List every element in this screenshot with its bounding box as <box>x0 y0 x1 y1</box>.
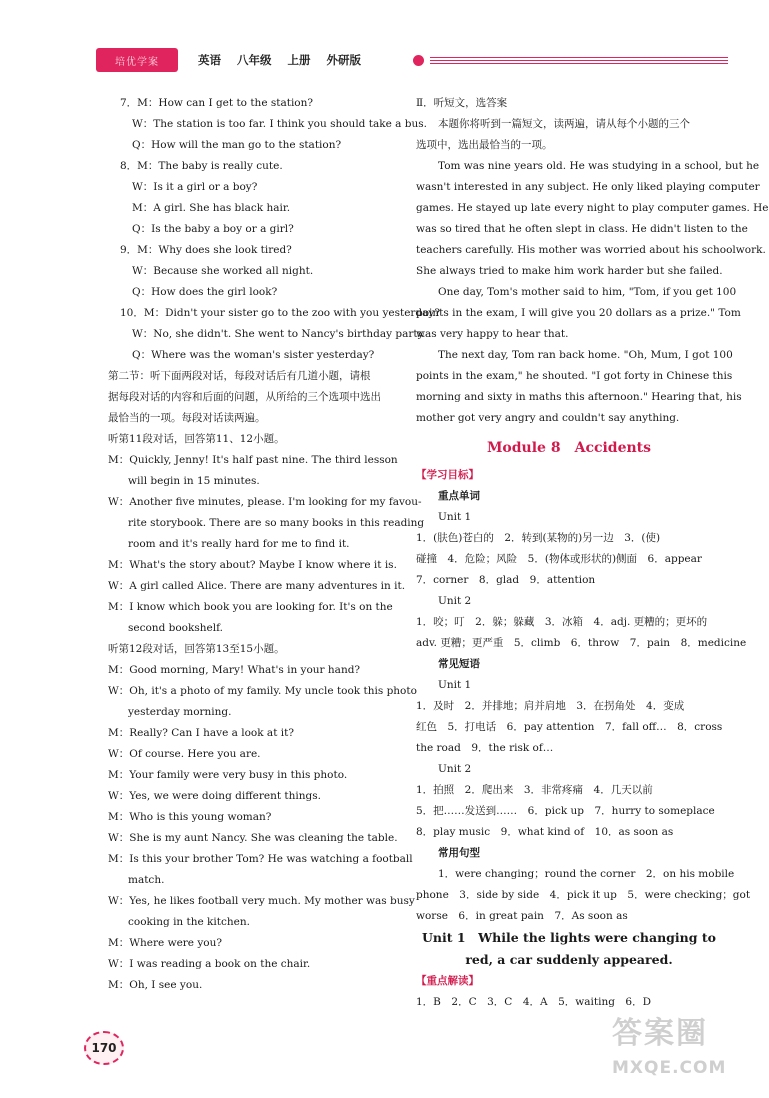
text-line: match. <box>128 874 165 886</box>
text-line: cooking in the kitchen. <box>128 916 250 928</box>
text-line: 7．M：How can I get to the station? <box>120 97 314 109</box>
text-line: M：Good morning, Mary! What's in your hand? <box>108 664 361 676</box>
text-line: W：Is it a girl or a boy? <box>132 181 258 193</box>
text-line: 常用句型 <box>438 847 480 859</box>
text-line: 7．corner 8．glad 9．attention <box>416 574 596 586</box>
text-line: W：No, she didn't. She went to Nancy's birthday party. <box>132 328 426 340</box>
text-line: M：Quickly, Jenny! It's half past nine. The third lesson <box>108 454 398 466</box>
page-number: 170 <box>84 1031 124 1065</box>
text-line: was very happy to hear that. <box>416 328 569 340</box>
text-line: 常见短语 <box>438 658 480 670</box>
text-line: M：Your family were very busy in this photo. <box>108 769 348 781</box>
text-line: morning and sixty in maths this afternoon." Hearing that, his <box>416 391 742 403</box>
learning-objectives <box>416 465 751 927</box>
text-line: Tom was nine years old. He was studying in a school, but he <box>438 160 760 172</box>
page-header <box>88 48 728 74</box>
text-line: Unit 2 <box>438 595 472 607</box>
text-line: second bookshelf. <box>128 622 223 634</box>
text-line: Q：How does the girl look? <box>132 286 278 298</box>
text-line: W：Of course. Here you are. <box>108 748 261 760</box>
text-line: W：Yes, we were doing different things. <box>108 790 321 802</box>
text-line: 1．拍照 2．爬出来 3．非常疼痛 4．几天以前 <box>416 784 653 796</box>
text-line: 5．把……发送到…… 6．pick up 7．hurry to someplace <box>416 805 715 817</box>
text-line: The next day, Tom ran back home. "Oh, Mum, I got 100 <box>438 349 733 361</box>
module-title: Module 8 Accidents <box>486 440 652 456</box>
header-dot-icon <box>413 55 424 66</box>
text-line: worse 6．in great pain 7．As soon as <box>416 910 628 922</box>
text-line: 1．(肤色)苍白的 2．转到(某物的)另一边 3．(使) <box>416 532 661 544</box>
text-line: Unit 2 <box>438 763 472 775</box>
text-line: the road 9．the risk of… <box>416 742 554 754</box>
text-line: M：Where were you? <box>108 937 223 949</box>
text-line: 1．咬；叮 2．躲；躲藏 3．冰箱 4．adj. 更糟的；更坏的 <box>416 616 708 628</box>
text-line: 第二节：听下面两段对话，每段对话后有几道小题，请根 <box>108 370 371 382</box>
text-line: W：I was reading a book on the chair. <box>108 958 311 970</box>
volume-label: 上册 <box>287 53 311 67</box>
text-line: W：Because she worked all night. <box>132 265 314 277</box>
text-line: 听第12段对话，回答第13至15小题。 <box>108 643 285 655</box>
text-line: 8．M：The baby is really cute. <box>120 160 283 172</box>
header-rule <box>430 57 728 58</box>
watermark-logo <box>612 1014 744 1092</box>
text-line: Q：How will the man go to the station? <box>132 139 342 151</box>
grade-label: 八年级 <box>237 53 272 67</box>
text-line: 【学习目标】 <box>416 469 479 481</box>
text-line: 最恰当的一项。每段对话读两遍。 <box>108 412 266 424</box>
text-line: 8．play music 9．what kind of 10．as soon as <box>416 826 674 838</box>
text-line: was so tired that he often slept in class. He didn't listen to the <box>416 223 748 235</box>
text-line: adv. 更糟；更严重 5．climb 6．throw 7．pain 8．medicine <box>416 637 747 649</box>
text-line: 1．及时 2．并排地；肩并肩地 3．在拐角处 4．变成 <box>416 700 685 712</box>
watermark-text: 答案圈 <box>612 1016 708 1051</box>
text-line: Q：Where was the woman's sister yesterday? <box>132 349 375 361</box>
text-line: room and it's really hard for me to find it. <box>128 538 350 550</box>
text-line: M：Really? Can I have a look at it? <box>108 727 294 739</box>
text-line: phone 3．side by side 4．pick it up 5．were checking；got <box>416 889 751 901</box>
text-line: points in the exam," he shouted. "I got forty in Chinese this <box>416 370 733 382</box>
text-line: One day, Tom's mother said to him, "Tom, if you get 100 <box>438 286 737 298</box>
listening-passage <box>416 93 769 429</box>
text-line: She always tried to make him work harder but she failed. <box>416 265 723 277</box>
text-line: M：I know which book you are looking for. It's on the <box>108 601 393 613</box>
text-line: 1．were changing；round the corner 2．on his mobile <box>438 868 735 880</box>
text-line: 听第11段对话，回答第11、12小题。 <box>108 433 285 445</box>
text-line: M：Who is this young woman? <box>108 811 272 823</box>
text-line: will begin in 15 minutes. <box>128 475 260 487</box>
text-line: Ⅱ．听短文，选答案 <box>416 97 508 109</box>
text-line: 碰撞 4．危险；风险 5．(物体或形状的)侧面 6．appear <box>416 553 702 565</box>
text-line: points in the exam, I will give you 20 dollars as a prize." Tom <box>416 307 741 319</box>
left-column <box>108 93 440 996</box>
text-line: 重点单词 <box>438 490 480 502</box>
text-line: Unit 1 <box>438 679 472 691</box>
text-line: M：A girl. She has black hair. <box>132 202 291 214</box>
text-line: M：Is this your brother Tom? He was watching a football <box>108 853 413 865</box>
text-line: M：What's the story about? Maybe I know where it is. <box>108 559 397 571</box>
text-line: rite storybook. There are so many books in this reading <box>128 517 425 529</box>
edition-label: 外研版 <box>326 53 362 67</box>
text-line: mother got very angry and couldn't say anything. <box>416 412 680 424</box>
text-line: yesterday morning. <box>128 706 232 718</box>
text-line: games. He stayed up late every night to play computer games. He <box>416 202 769 214</box>
header-rule <box>430 63 728 64</box>
right-column <box>416 93 769 1013</box>
text-line: W：The station is too far. I think you should take a bus. <box>132 118 427 130</box>
text-line: Unit 1 <box>438 511 472 523</box>
text-line: 据每段对话的内容和后面的问题，从所给的三个选项中选出 <box>108 391 381 403</box>
unit-title-line-1: Unit 1 While the lights were changing to <box>422 930 716 945</box>
text-line: W：A girl called Alice. There are many adventures in it. <box>108 580 406 592</box>
series-badge: 培优学案 <box>96 48 178 72</box>
text-line: 红色 5．打电话 6．pay attention 7．fall off… 8．cross <box>416 721 723 733</box>
text-line: 本题你将听到一篇短文，读两遍，请从每个小题的三个 <box>438 118 690 130</box>
text-line: 9．M：Why does she look tired? <box>120 244 292 256</box>
text-line: wasn't interested in any subject. He only liked playing computer <box>416 181 760 193</box>
answer-key: 1．B 2．C 3．C 4．A 5．waiting 6．D <box>416 996 652 1008</box>
text-line: W：Another five minutes, please. I'm looking for my favou- <box>108 496 422 508</box>
watermark-url: MXQE.COM <box>612 1058 727 1078</box>
text-line: W：Oh, it's a photo of my family. My uncle took this photo <box>108 685 417 697</box>
text-line: Q：Is the baby a boy or a girl? <box>132 223 294 235</box>
text-line: teachers carefully. His mother was worried about his schoolwork. <box>416 244 766 256</box>
text-line: 10．M：Didn't your sister go to the zoo with you yesterday? <box>120 307 440 319</box>
text-line: W：She is my aunt Nancy. She was cleaning the table. <box>108 832 398 844</box>
text-line: W：Yes, he likes football very much. My mother was busy <box>108 895 415 907</box>
text-line: 选项中，选出最恰当的一项。 <box>416 139 553 151</box>
unit-title-line-2: red, a car suddenly appeared. <box>465 952 673 967</box>
text-line: M：Oh, I see you. <box>108 979 203 991</box>
key-points-heading: 【重点解读】 <box>416 975 479 987</box>
book-info <box>198 52 373 68</box>
subject-label: 英语 <box>198 53 221 67</box>
header-rule <box>430 60 728 61</box>
